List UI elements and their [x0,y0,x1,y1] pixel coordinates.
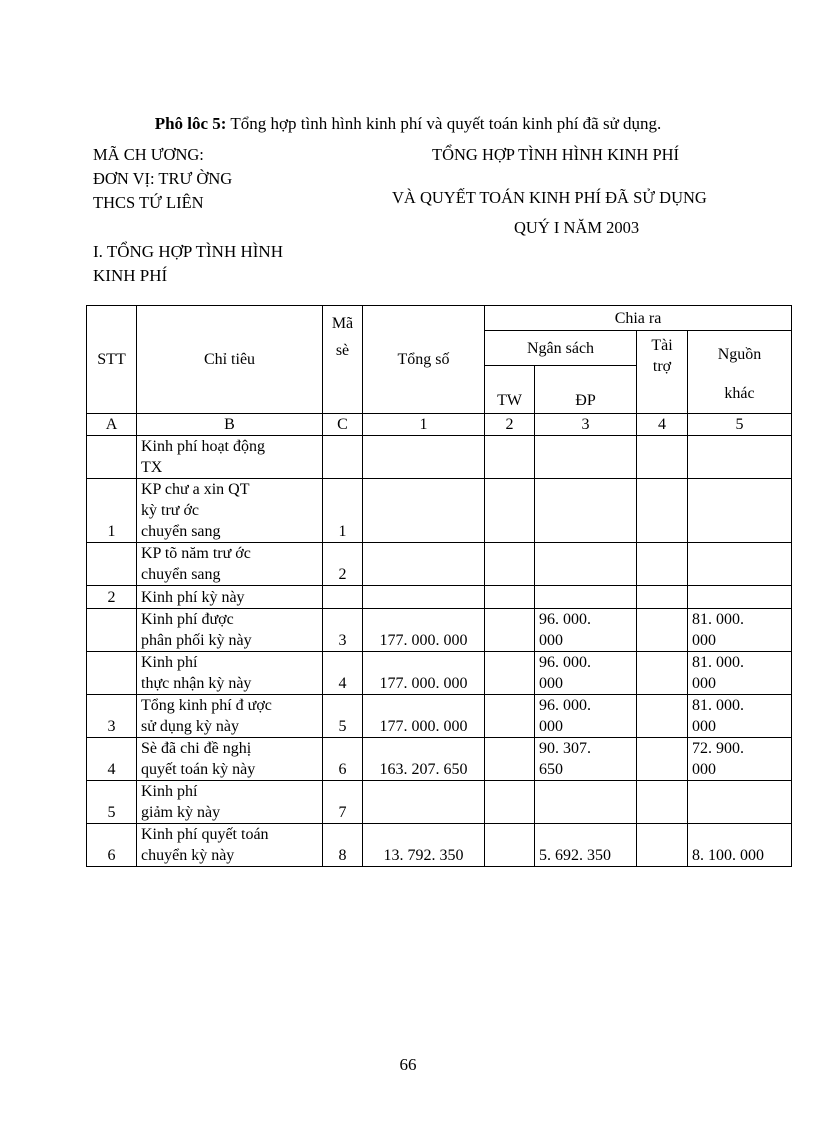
row-dp [535,781,637,824]
row-sponsor [637,695,688,738]
row-indicator [137,543,323,586]
row-sponsor [637,609,688,652]
row-total [363,609,485,652]
header-other-line1: Nguồn [717,346,762,363]
row-stt-line: 2 [107,589,116,606]
row-indicator [137,738,323,781]
page-number: 66 [399,1055,417,1074]
row-indicator [137,695,323,738]
row-other [688,695,792,738]
row-indicator [137,609,323,652]
row-other [688,738,792,781]
report-period: QUÝ I NĂM 2003 [514,218,640,237]
row-other [688,652,792,695]
row-sponsor [637,738,688,781]
row-indicator-line: Kinh phí quyết toán [141,826,269,843]
row-other-line: 000 [692,718,716,735]
row-other-line: 000 [692,675,716,692]
row-code-line: 7 [338,804,347,821]
row-indicator-line: kỳ trư ớc [141,502,200,519]
row-indicator-line: KP chư a xin QT [141,481,250,498]
row-indicator [137,479,323,543]
header-breakdown: Chia ra [485,306,792,331]
header-total: Tổng số [363,306,485,414]
row-total [363,695,485,738]
row-indicator-line: KP tõ năm trư ớc [141,545,251,562]
row-total [363,543,485,586]
column-letter: 1 [363,414,485,436]
row-other-line: 72. 900. [692,740,744,757]
row-other [688,436,792,479]
row-dp-line: 5. 692. 350 [539,847,611,864]
table-row [87,609,792,652]
row-stt-line: 1 [107,523,116,540]
row-indicator-line: Kinh phí hoạt động [141,438,265,455]
row-tw [485,609,535,652]
row-indicator-line: phân phối kỳ này [141,632,252,649]
header-sponsor-line2: trợ [652,358,672,375]
header-stt: STT [87,306,137,414]
table-row [87,586,792,609]
section-heading [93,240,283,288]
row-indicator-line: Kinh phí [141,783,198,800]
row-dp [535,824,637,867]
appendix-text: Tổng hợp tình hình kinh phí và quyết toán kinh phí đã sử dụng. [226,114,662,133]
row-dp-line: 650 [539,761,563,778]
left-header [93,143,232,215]
row-other-line: 81. 000. [692,697,744,714]
row-indicator-line: Kinh phí kỳ này [141,589,245,606]
row-stt [87,609,137,652]
row-stt [87,479,137,543]
appendix-label: Phô lôc 5: [154,114,227,133]
row-dp-line: 96. 000. [539,654,591,671]
row-sponsor [637,436,688,479]
row-dp [535,652,637,695]
row-tw [485,824,535,867]
header-other [688,331,792,414]
column-letter: B [137,414,323,436]
row-total [363,781,485,824]
row-indicator-line: TX [141,459,163,476]
row-other [688,543,792,586]
row-indicator [137,652,323,695]
row-sponsor [637,543,688,586]
row-sponsor [637,586,688,609]
row-total-line: 177. 000. 000 [379,718,468,735]
table-row [87,781,792,824]
row-tw [485,738,535,781]
header-code [323,306,363,414]
row-sponsor [637,781,688,824]
unit-name: ĐƠN VỊ: TRƯ ỜNG [93,169,233,188]
row-indicator-line: thực nhận kỳ này [141,675,252,692]
row-indicator [137,781,323,824]
row-code-line: 8 [338,847,347,864]
header-sponsor-line1: Tài [651,337,673,354]
row-other-line: 000 [692,761,716,778]
row-total [363,586,485,609]
row-code [323,695,363,738]
row-total-line: 177. 000. 000 [379,675,468,692]
row-sponsor [637,652,688,695]
header-other-line2: khác [724,385,755,402]
header-code-line2: sè [335,342,350,359]
row-other [688,586,792,609]
row-other-line: 81. 000. [692,654,744,671]
row-total-line: 163. 207. 650 [379,761,468,778]
row-total [363,436,485,479]
row-stt [87,436,137,479]
row-other-line: 000 [692,632,716,649]
table-row [87,436,792,479]
column-letter: 2 [485,414,535,436]
row-stt [87,824,137,867]
section-heading-line2: KINH PHÍ [93,266,168,285]
row-code-line: 3 [338,632,347,649]
row-dp-line: 000 [539,718,563,735]
row-dp [535,586,637,609]
row-tw [485,543,535,586]
row-total [363,824,485,867]
row-dp [535,479,637,543]
row-total [363,652,485,695]
row-tw [485,652,535,695]
row-dp [535,609,637,652]
report-title-line1: TỔNG HỢP TÌNH HÌNH KINH PHÍ [432,145,680,164]
header-budget: Ngân sách [485,331,637,366]
row-stt-line: 6 [107,847,116,864]
column-letter: 3 [535,414,637,436]
row-tw [485,479,535,543]
row-other [688,824,792,867]
row-dp [535,695,637,738]
report-title-line2: VÀ QUYẾT TOÁN KINH PHÍ ĐÃ SỬ DỤNG [392,188,707,207]
column-letter: C [323,414,363,436]
row-indicator-line: Kinh phí được [141,611,234,628]
row-dp-line: 90. 307. [539,740,591,757]
row-sponsor [637,824,688,867]
row-indicator-line: chuyển kỳ này [141,847,235,864]
header-sponsor [637,331,688,414]
appendix-title [0,114,816,134]
section-heading-line1: I. TỔNG HỢP TÌNH HÌNH [93,242,283,261]
row-dp [535,543,637,586]
row-code [323,738,363,781]
row-code [323,543,363,586]
row-indicator-line: chuyển sang [141,523,221,540]
row-indicator-line: Tổng kinh phí đ ược [141,697,272,714]
row-dp [535,436,637,479]
table-row [87,652,792,695]
header-indicator: Chỉ tiêu [137,306,323,414]
row-total [363,479,485,543]
row-dp-line: 96. 000. [539,697,591,714]
table-row [87,738,792,781]
row-stt-line: 5 [107,804,116,821]
row-code [323,652,363,695]
column-letter: 4 [637,414,688,436]
row-code-line: 5 [338,718,347,735]
row-indicator-line: giảm kỳ này [141,804,221,821]
row-code [323,479,363,543]
row-code [323,824,363,867]
row-indicator [137,586,323,609]
row-total [363,738,485,781]
row-sponsor [637,479,688,543]
row-code [323,436,363,479]
row-stt [87,652,137,695]
row-indicator [137,436,323,479]
row-dp-line: 000 [539,632,563,649]
row-stt-line: 3 [107,718,116,735]
row-other-line: 81. 000. [692,611,744,628]
row-other [688,609,792,652]
row-code [323,781,363,824]
table-row [87,695,792,738]
row-other-line: 8. 100. 000 [692,847,764,864]
column-letter-row [87,414,792,436]
row-code-line: 4 [338,675,347,692]
school-name: THCS TỨ LIÊN [93,193,204,212]
row-stt [87,781,137,824]
row-tw [485,586,535,609]
row-total-line: 13. 792. 350 [383,847,464,864]
row-indicator-line: Sè đã chi đề nghị [141,740,252,757]
chapter-code: MÃ CH ƯƠNG: [93,145,204,164]
row-stt [87,738,137,781]
row-dp-line: 96. 000. [539,611,591,628]
row-dp-line: 000 [539,675,563,692]
row-code-line: 2 [338,566,347,583]
row-indicator-line: quyết toán kỳ này [141,761,256,778]
table-row [87,479,792,543]
row-code [323,609,363,652]
header-code-line1: Mã [331,315,354,332]
table-row [87,824,792,867]
row-indicator [137,824,323,867]
column-letter: A [87,414,137,436]
row-tw [485,781,535,824]
row-indicator-line: chuyển sang [141,566,221,583]
row-code-line: 6 [338,761,347,778]
row-stt [87,543,137,586]
header-dp: ĐP [535,366,637,414]
row-tw [485,436,535,479]
header-tw: TW [485,366,535,414]
row-indicator-line: sử dụng kỳ này [141,718,239,735]
row-tw [485,695,535,738]
column-letter: 5 [688,414,792,436]
row-dp [535,738,637,781]
row-indicator-line: Kinh phí [141,654,198,671]
table-row [87,543,792,586]
row-code-line: 1 [338,523,347,540]
row-stt-line: 4 [107,761,116,778]
row-other [688,479,792,543]
row-stt [87,695,137,738]
row-stt [87,586,137,609]
row-code [323,586,363,609]
row-total-line: 177. 000. 000 [379,632,468,649]
row-other [688,781,792,824]
funding-summary-table [86,305,792,867]
